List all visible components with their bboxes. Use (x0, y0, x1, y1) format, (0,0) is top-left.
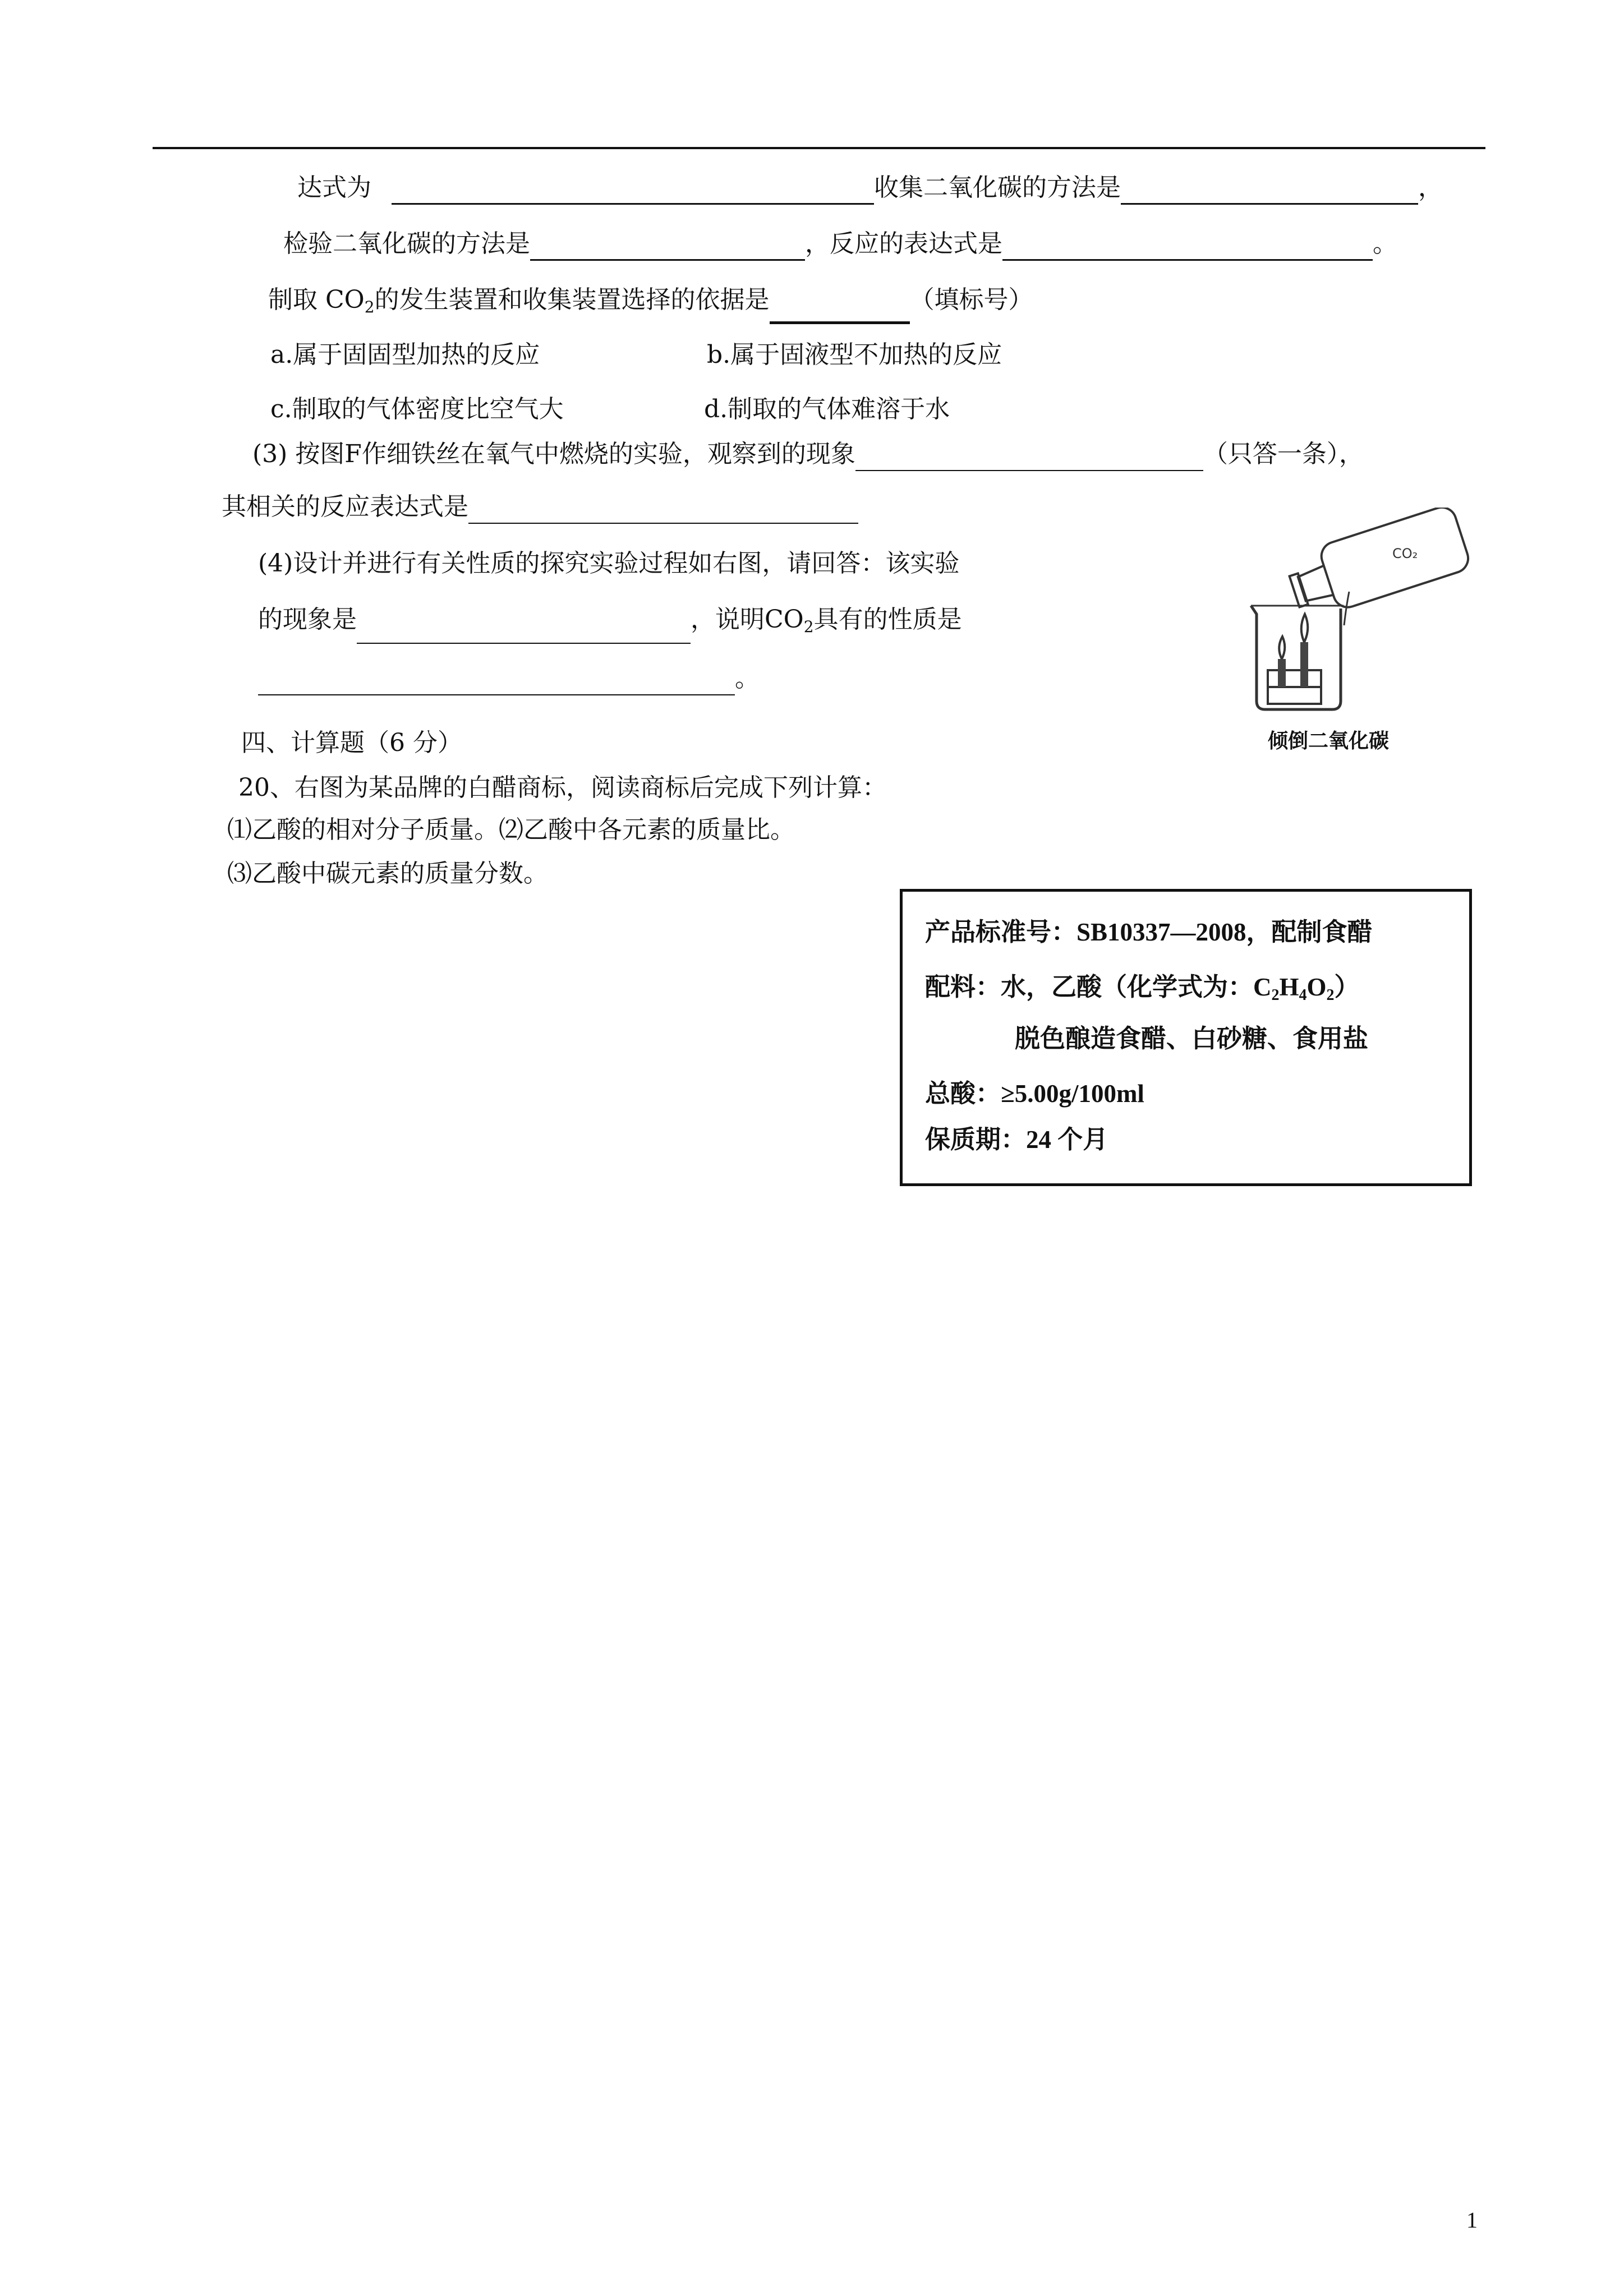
question-3-expression (222, 490, 858, 524)
question-4: (4)设计并进行有关性质的探究实验过程如右图，请回答：该实验 (258, 549, 960, 578)
shelf-life: 保质期：24 个月 (925, 1126, 1108, 1154)
text: ，反应的表达式是 (805, 229, 1002, 258)
answer-blank[interactable] (392, 176, 874, 205)
answer-blank[interactable] (258, 667, 735, 695)
text: H (1279, 973, 1299, 1001)
answer-blank[interactable] (530, 232, 805, 261)
text: ） (1334, 973, 1360, 1001)
text: 收集二氧化碳的方法是 (874, 173, 1121, 202)
vinegar-label-box (900, 889, 1472, 1186)
question-4-phenomenon (258, 603, 962, 644)
line-3 (268, 283, 1033, 324)
option-a: a.属于固固型加热的反应 (270, 340, 540, 369)
text: 。 (735, 664, 760, 693)
header-rule (153, 147, 1485, 149)
answer-blank[interactable] (357, 616, 691, 644)
text: 制取 CO (268, 285, 365, 314)
question-20-part-3: ⑶乙酸中碳元素的质量分数。 (227, 859, 548, 888)
product-standard: 产品标准号：SB10337—2008，配制食醋 (925, 918, 1373, 946)
text: ，说明CO (691, 605, 804, 634)
text: 达式为 (297, 173, 371, 202)
text: ， (1418, 173, 1443, 202)
text: 。 (1373, 229, 1397, 258)
subscript: 2 (1271, 986, 1280, 1004)
ingredients-continued: 脱色酿造食醋、白砂糖、食用盐 (1015, 1025, 1369, 1053)
subscript: 2 (1326, 986, 1335, 1004)
answer-blank[interactable] (1002, 232, 1373, 261)
answer-blank[interactable] (1121, 176, 1418, 205)
option-b: b.属于固液型不加热的反应 (707, 340, 1002, 369)
answer-blank[interactable] (770, 294, 910, 324)
question-20-parts-1-2: ⑴乙酸的相对分子质量。⑵乙酸中各元素的质量比。 (227, 815, 795, 844)
page-number: 1 (1466, 2207, 1478, 2233)
section-4-heading: 四、计算题（6 分） (241, 729, 462, 757)
subscript: 2 (803, 617, 814, 636)
text: （只答一条）， (1203, 440, 1364, 468)
bottle-label: CO₂ (1392, 546, 1418, 561)
figure-caption: 倾倒二氧化碳 (1268, 730, 1390, 753)
subscript: 2 (364, 298, 375, 316)
answer-blank[interactable] (855, 443, 1203, 471)
text: 的现象是 (258, 605, 357, 634)
option-d: d.制取的气体难溶于水 (704, 395, 950, 423)
line-2 (283, 227, 1397, 261)
text: 配料：水，乙酸（化学式为：C (925, 973, 1272, 1001)
answer-blank[interactable] (468, 496, 858, 524)
question-3 (252, 437, 1364, 471)
question-4-property (258, 662, 760, 695)
option-c: c.制取的气体密度比空气大 (270, 395, 564, 423)
text: (3) 按图F作细铁丝在氧气中燃烧的实验，观察到的现象 (252, 440, 855, 468)
text: 其相关的反应表达式是 (222, 492, 468, 521)
ingredients (925, 970, 1360, 1012)
question-20: 20、右图为某品牌的白醋商标，阅读商标后完成下列计算： (238, 773, 887, 802)
text: 的发生装置和收集装置选择的依据是 (374, 285, 770, 314)
pouring-co2-figure (1234, 508, 1481, 766)
text: O (1306, 973, 1327, 1001)
text: （填标号） (909, 285, 1033, 314)
total-acid: 总酸：≥5.00g/100ml (925, 1080, 1144, 1108)
subscript: 4 (1299, 986, 1307, 1004)
line-1 (297, 171, 1443, 205)
text: 具有的性质是 (813, 605, 962, 634)
text: 检验二氧化碳的方法是 (283, 229, 530, 258)
